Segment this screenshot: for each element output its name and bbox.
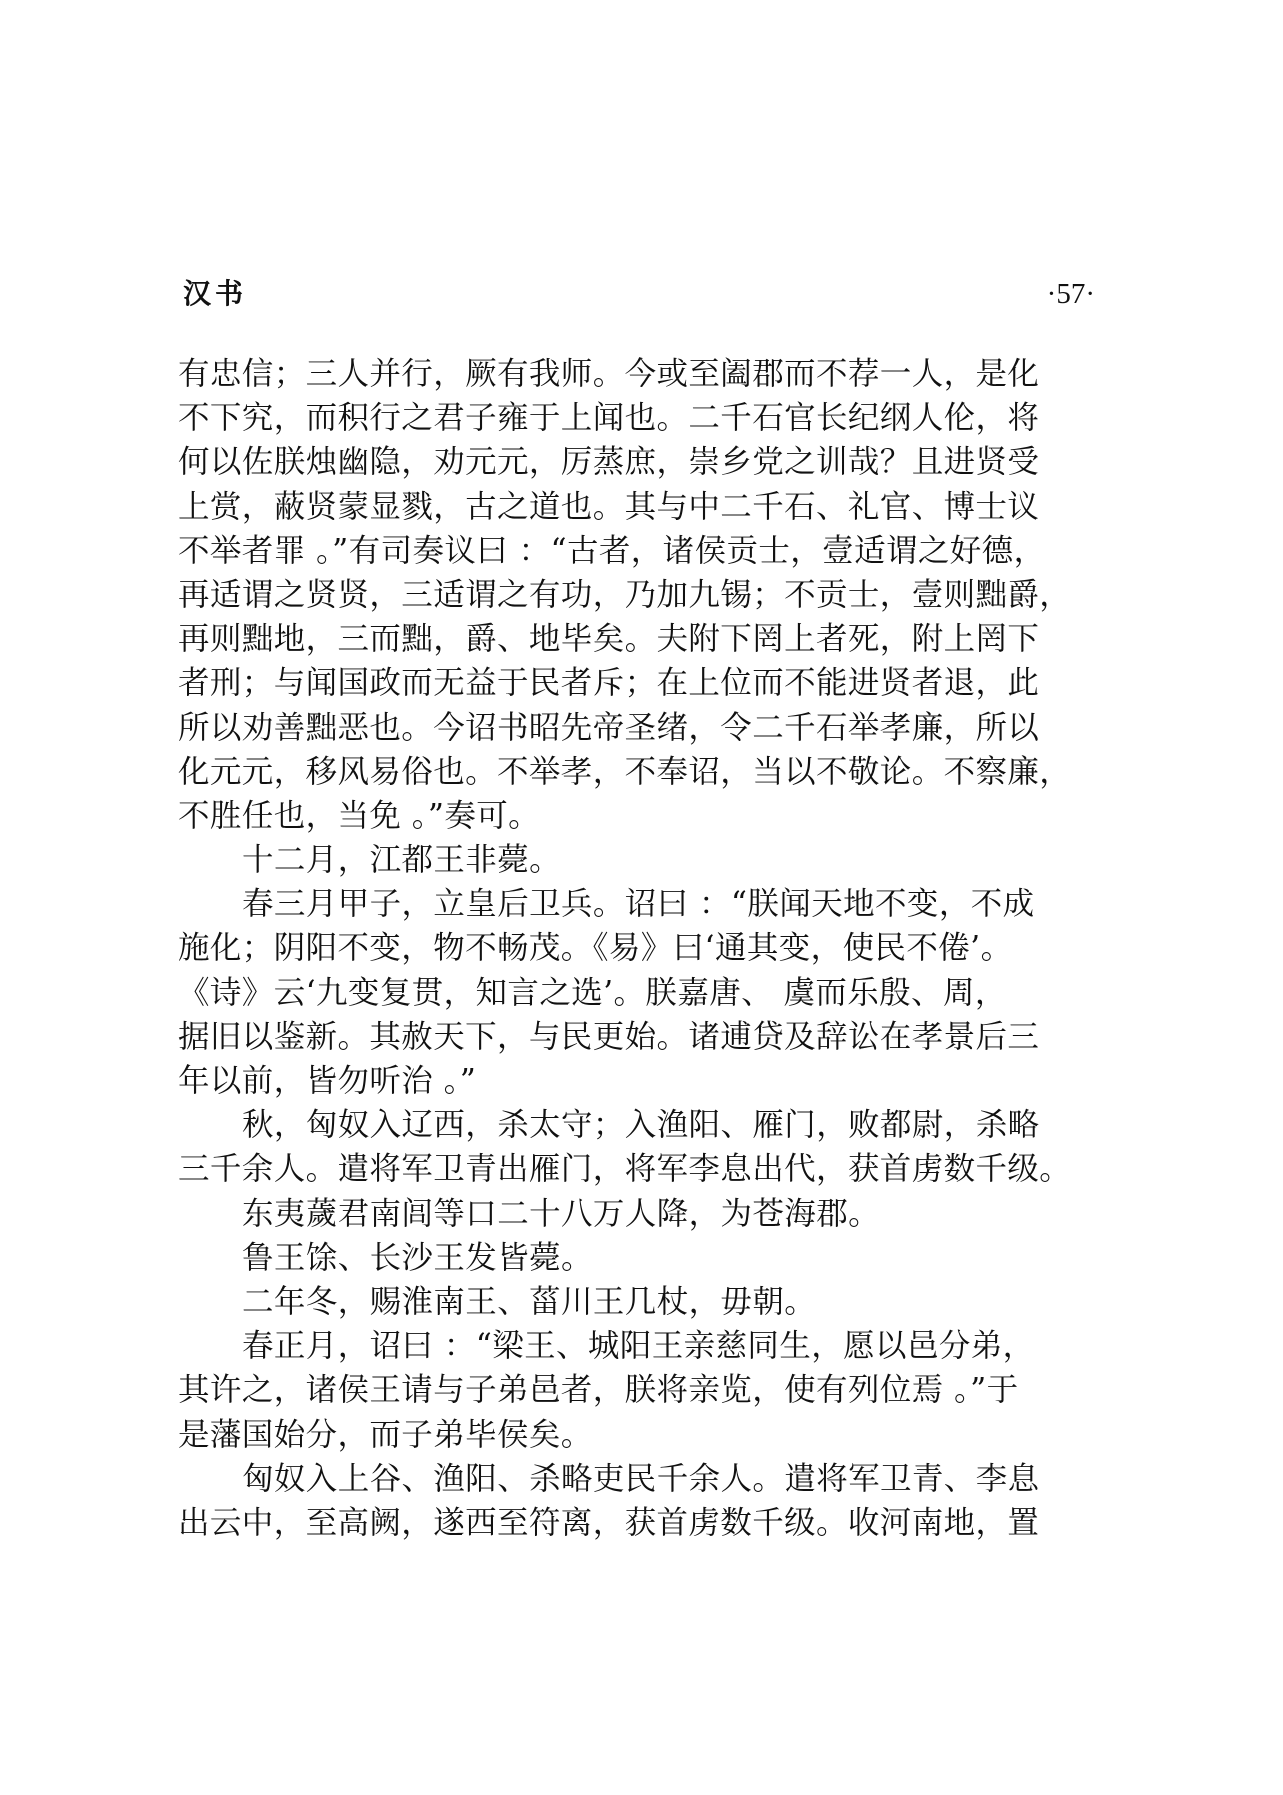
text-line: 二年冬，赐淮南王、菑川王几杖，毋朝。 (242, 1283, 817, 1320)
book-title: 汉书 (183, 277, 248, 310)
page-number: ·57· (1046, 278, 1095, 310)
text-line: 有忠信；三人并行，厥有我师。今或至阖郡而不荐一人，是化 (178, 356, 1040, 392)
text-line: 上赏，蔽贤蒙显戮，古之道也。其与中二千石、礼官、博士议 (178, 488, 1040, 525)
text-line: 春三月甲子，立皇后卫兵。诏曰 ：“朕闻天地不变，不成 (242, 886, 1035, 923)
text-line: 不胜任也，当免 。”奏可。 (178, 797, 541, 834)
text-line: 化元元，移风易俗也。不举孝，不奉诏，当以不敬论。不察廉， (178, 753, 1072, 790)
page-header (183, 272, 1095, 316)
body-text (178, 352, 1108, 1545)
text-line: 不举者罪 。”有司奏议曰 ：“古者，诸侯贡士，壹适谓之好德， (178, 532, 1046, 569)
text-line: 所以劝善黜恶也。今诏书昭先帝圣绪，令二千石举孝廉，所以 (178, 709, 1040, 746)
text-line: 三千余人。遣将军卫青出雁门，将军李息出代，获首虏数千级。 (178, 1151, 1072, 1188)
text-line: 不下究，而积行之君子雍于上闻也。二千石官长纪纲人伦，将 (178, 400, 1040, 437)
text-line: 据旧以鉴新。其赦天下，与民更始。诸逋贷及辞讼在孝景后三 (178, 1018, 1040, 1055)
text-line: 者刑；与闻国政而无益于民者斥；在上位而不能进贤者退，此 (178, 665, 1040, 702)
text-line: 春正月，诏曰 ：“梁王、城阳王亲慈同生，愿以邑分弟， (242, 1328, 1035, 1365)
text-line: 鲁王馀、长沙王发皆薨。 (242, 1239, 593, 1276)
text-line: 年以前，皆勿听治 。” (178, 1063, 477, 1099)
text-line: 出云中，至高阙，遂西至符离，获首虏数千级。收河南地，置 (178, 1504, 1040, 1541)
text-line: 是藩国始分，而子弟毕侯矣。 (178, 1416, 593, 1453)
text-line: 再则黜地，三而黜，爵、地毕矣。夫附下罔上者死，附上罔下 (178, 621, 1040, 658)
text-line: 匈奴入上谷、渔阳、杀略吏民千余人。遣将军卫青、李息 (242, 1460, 1040, 1497)
text-line: 施化；阴阳不变，物不畅茂。《易》曰‘通其变，使民不倦’。 (178, 930, 1013, 967)
text-line: 何以佐朕烛幽隐，劝元元，厉蒸庶，崇乡党之训哉？且进贤受 (178, 444, 1040, 481)
text-line: 东夷薉君南闾等口二十八万人降，为苍海郡。 (242, 1195, 881, 1232)
text-line: 再适谓之贤贤，三适谓之有功，乃加九锡；不贡士，壹则黜爵， (178, 576, 1072, 613)
text-line: 《诗》云‘九变复贯，知言之选’。朕嘉唐、 虞而乐殷、周， (178, 974, 1007, 1011)
text-line: 其许之，诸侯王请与子弟邑者，朕将亲览，使有列位焉 。”于 (178, 1372, 1019, 1409)
text-line: 十二月，江都王非薨。 (242, 842, 562, 879)
text-line: 秋，匈奴入辽西，杀太守；入渔阳、雁门，败都尉，杀略 (242, 1107, 1040, 1144)
